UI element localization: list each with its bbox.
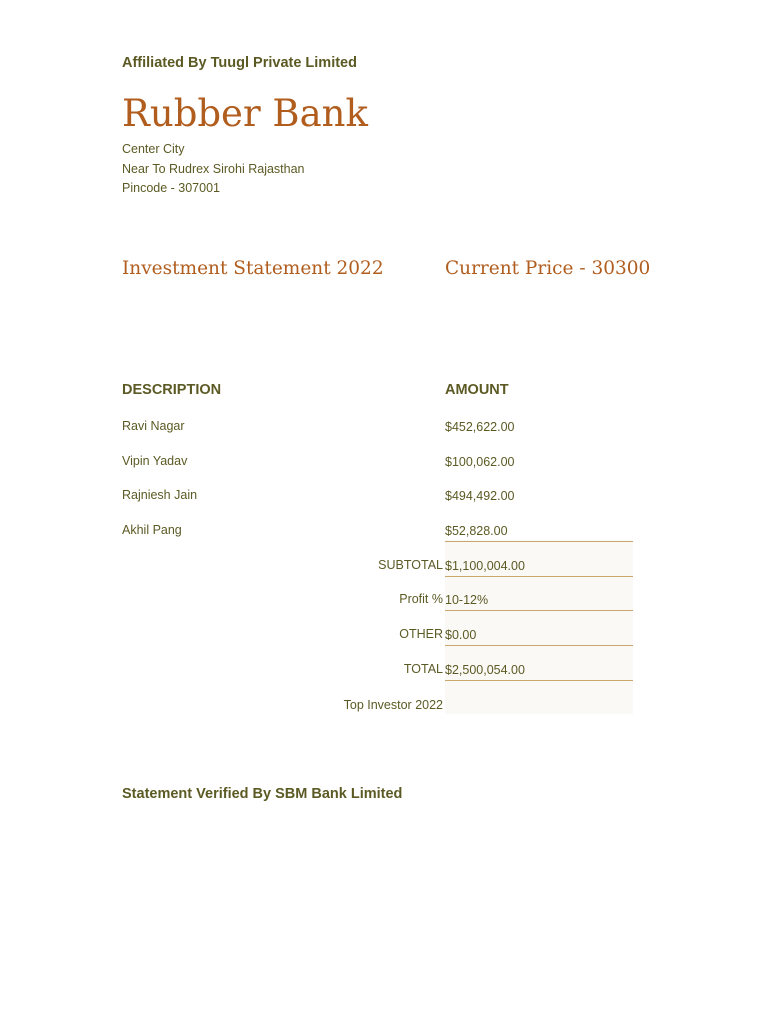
subtotal-value: $1,100,004.00	[445, 558, 633, 577]
profit-value: 10-12%	[445, 592, 633, 611]
address-line-1: Center City	[122, 142, 185, 156]
bank-address	[122, 140, 305, 199]
profit-label: Profit %	[399, 592, 443, 606]
current-price-title: Current Price - 30300	[445, 258, 651, 279]
table-row-description: Akhil Pang	[122, 523, 182, 537]
table-row-amount: $100,062.00	[445, 455, 515, 469]
table-row-amount: $452,622.00	[445, 420, 515, 434]
table-row-amount: $494,492.00	[445, 489, 515, 503]
total-label: TOTAL	[403, 662, 443, 676]
other-value: $0.00	[445, 627, 633, 646]
other-label: OTHER	[399, 627, 443, 641]
address-line-3: Pincode - 307001	[122, 181, 220, 195]
table-row-description: Rajniesh Jain	[122, 488, 198, 502]
bank-name-title: Rubber Bank	[122, 92, 368, 135]
address-line-2: Near To Rudrex Sirohi Rajasthan	[122, 161, 305, 176]
top-investor-label: Top Investor 2022	[343, 698, 443, 712]
subtotal-label: SUBTOTAL	[378, 558, 443, 572]
table-row-description: Ravi Nagar	[122, 419, 185, 433]
description-column-header: DESCRIPTION	[122, 382, 222, 398]
statement-title: Investment Statement 2022	[122, 258, 384, 279]
affiliation-line: Affiliated By Tuugl Private Limited	[122, 55, 357, 71]
table-row-description: Vipin Yadav	[122, 454, 188, 468]
total-value: $2,500,054.00	[445, 662, 633, 681]
table-row-amount: $52,828.00	[445, 523, 633, 542]
verification-note: Statement Verified By SBM Bank Limited	[122, 786, 403, 802]
top-investor-value	[445, 698, 633, 716]
amount-column-header: AMOUNT	[445, 382, 509, 398]
